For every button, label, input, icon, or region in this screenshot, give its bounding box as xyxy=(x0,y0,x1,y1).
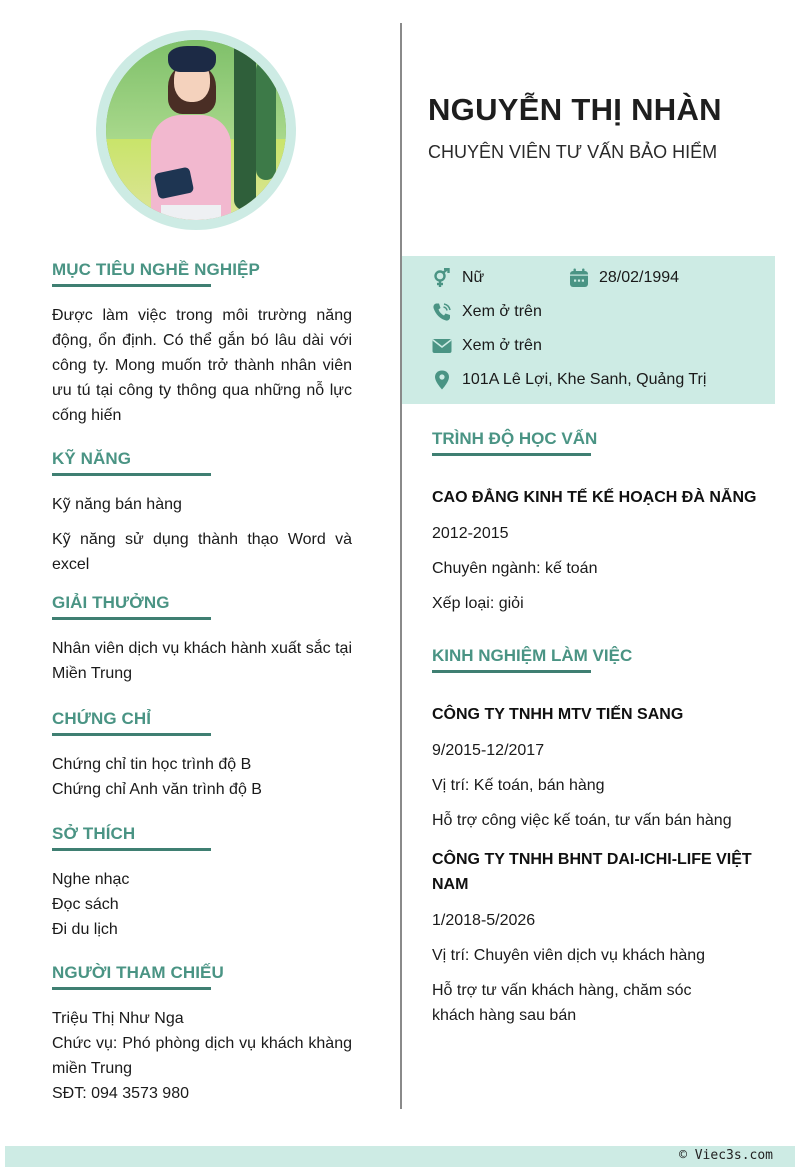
calendar-icon xyxy=(569,268,589,288)
section-title: NGƯỜI THAM CHIẾU xyxy=(52,963,224,982)
section-title: SỞ THÍCH xyxy=(52,824,136,843)
education-section xyxy=(432,428,762,616)
job-description: Hỗ trợ tư vấn khách hàng, chăm sóc khách hàng sau bán xyxy=(432,982,692,1024)
section-title: TRÌNH ĐỘ HỌC VẤN xyxy=(432,429,598,448)
section-title: GIẢI THƯỞNG xyxy=(52,593,170,612)
skill-item: Kỹ năng bán hàng xyxy=(52,496,182,513)
envelope-icon xyxy=(432,336,452,356)
reference-name: Triệu Thị Như Nga xyxy=(52,1010,184,1027)
certificate-item: Chứng chỉ tin học trình độ B xyxy=(52,756,252,773)
awards-section xyxy=(52,592,352,686)
section-title: KỸ NĂNG xyxy=(52,449,132,468)
objective-section xyxy=(52,259,352,428)
certificate-item: Chứng chỉ Anh văn trình độ B xyxy=(52,781,262,798)
info-gender xyxy=(432,266,484,290)
job-period: 1/2018-5/2026 xyxy=(432,912,536,929)
skills-section xyxy=(52,448,352,577)
candidate-title: CHUYÊN VIÊN TƯ VẤN BẢO HIỂM xyxy=(428,142,718,162)
hobbies-section xyxy=(52,823,352,942)
candidate-name: NGUYỄN THỊ NHÀN xyxy=(428,92,722,127)
job-description: Hỗ trợ công việc kế toán, tư vấn bán hàng xyxy=(432,812,732,829)
section-underline xyxy=(432,670,591,673)
reference-position: Chức vụ: Phó phòng dịch vụ khách khàng miền Trung xyxy=(52,1035,352,1077)
section-title: CHỨNG CHỈ xyxy=(52,709,152,728)
map-pin-icon xyxy=(432,370,452,390)
objective-text: Được làm việc trong môi trường năng động, ổn định. Có thể gắn bó lâu dài với công ty. Mong muốn trở thành nhân viên ưu tú tại công ty thông qua những nỗ lực cống hiến xyxy=(52,307,352,424)
footer-copyright: © Viec3s.com xyxy=(679,1148,773,1163)
education-grade: Xếp loại: giỏi xyxy=(432,595,524,612)
hobby-item: Nghe nhạc xyxy=(52,871,130,888)
section-underline xyxy=(432,453,591,456)
column-divider xyxy=(400,23,402,1109)
info-birthday xyxy=(569,266,679,290)
section-underline xyxy=(52,617,211,620)
reference-phone: SĐT: 094 3573 980 xyxy=(52,1085,189,1102)
section-underline xyxy=(52,987,211,990)
education-period: 2012-2015 xyxy=(432,525,509,542)
job-entry xyxy=(432,702,762,833)
job-company: CÔNG TY TNHH BHNT DAI-ICHI-LIFE VIỆT NAM xyxy=(432,851,752,893)
section-underline xyxy=(52,733,211,736)
section-underline xyxy=(52,848,211,851)
references-section xyxy=(52,962,352,1106)
education-major: Chuyên ngành: kế toán xyxy=(432,560,598,577)
birthday-value: 28/02/1994 xyxy=(599,269,680,286)
job-period: 9/2015-12/2017 xyxy=(432,742,545,759)
address-value: 101A Lê Lợi, Khe Sanh, Quảng Trị xyxy=(462,371,707,388)
award-item: Nhân viên dịch vụ khách hành xuất sắc tại Miền Trung xyxy=(52,640,352,682)
section-title: KINH NGHIỆM LÀM VIỆC xyxy=(432,646,633,665)
job-position: Vị trí: Kế toán, bán hàng xyxy=(432,777,605,794)
school-name: CAO ĐẲNG KINH TẾ KẾ HOẠCH ĐÀ NẴNG xyxy=(432,489,757,506)
gender-icon xyxy=(432,268,452,288)
phone-icon xyxy=(432,302,452,322)
personal-info-panel xyxy=(402,256,775,404)
section-title: MỤC TIÊU NGHỀ NGHIỆP xyxy=(52,260,260,279)
job-company: CÔNG TY TNHH MTV TIẾN SANG xyxy=(432,706,684,723)
avatar xyxy=(106,40,286,220)
gender-value: Nữ xyxy=(462,269,485,286)
section-underline xyxy=(52,284,211,287)
hobby-item: Đi du lịch xyxy=(52,921,118,938)
info-address xyxy=(432,368,706,392)
skill-item: Kỹ năng sử dụng thành thạo Word và excel xyxy=(52,531,352,573)
job-entry xyxy=(432,847,762,1028)
job-position: Vị trí: Chuyên viên dịch vụ khách hàng xyxy=(432,947,706,964)
info-email xyxy=(432,334,542,358)
footer-bar xyxy=(5,1146,795,1167)
section-underline xyxy=(52,473,211,476)
info-phone xyxy=(432,300,542,324)
phone-value: Xem ở trên xyxy=(462,303,542,320)
experience-section xyxy=(432,645,762,1028)
certificates-section xyxy=(52,708,352,802)
hobby-item: Đọc sách xyxy=(52,896,119,913)
email-value: Xem ở trên xyxy=(462,337,542,354)
